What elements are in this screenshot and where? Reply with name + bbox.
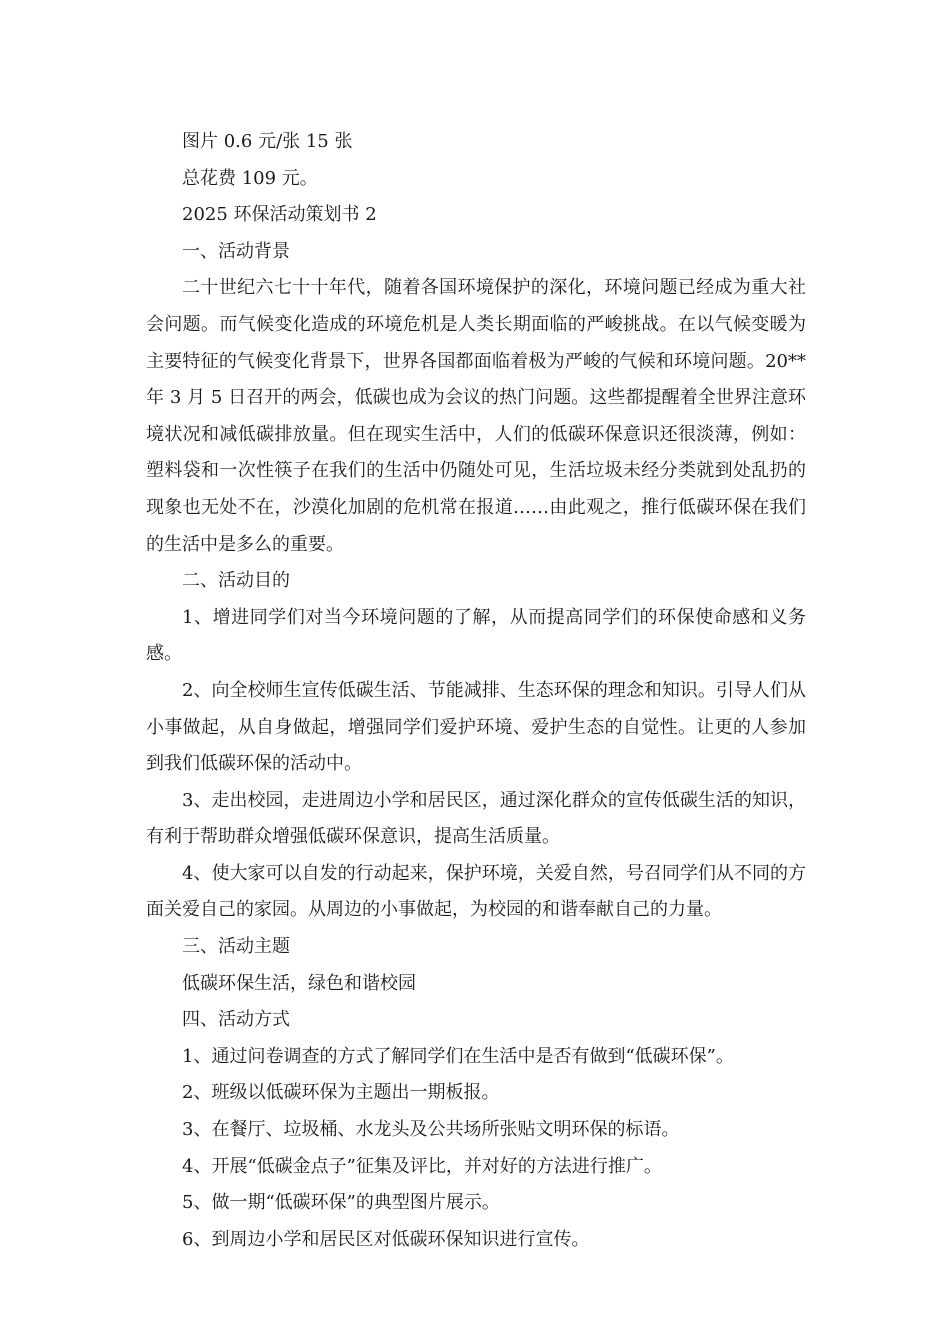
purpose-item-3: 3、走出校园，走进周边小学和居民区，通过深化群众的宣传低碳生活的知识，有利于帮助群众增强低碳环保意识，提高生活质量。	[146, 789, 806, 848]
price-line: 图片 0.6 元/张 15 张	[182, 131, 353, 152]
section-heading-theme: 三、活动主题	[182, 936, 290, 958]
method-item-4: 4、开展“低碳金点子”征集及评比，并对好的方法进行推广。	[182, 1155, 662, 1177]
document-page	[146, 124, 806, 1258]
background-paragraph: 二十世纪六七十十年代，随着各国环境保护的深化，环境问题已经成为重大社会问题。而气候变化造成的环境危机是人类长期面临的严峻挑战。在以气候变暖为主要特征的气候变化背景下，世界各国都面临着极为严峻的气候和环境问题。20**年 3 月 5 日召开的两会，低碳也成为会议的热门问题。这些都提醒着全世界注意环境状况和减低碳排放量。但在现实生活中，人们的低碳环保意识还很淡薄，例如：塑料袋和一次性筷子在我们的生活中仍随处可见，生活垃圾未经分类就到处乱扔的现象也无处不在，沙漠化加剧的危机常在报道……由此观之，推行低碳环保在我们的生活中是多么的重要。	[146, 277, 806, 555]
method-item-6: 6、到周边小学和居民区对低碳环保知识进行宣传。	[182, 1228, 590, 1250]
purpose-item-4: 4、使大家可以自发的行动起来，保护环境，关爱自然，号召同学们从不同的方面关爱自己的家园。从周边的小事做起，为校园的和谐奉献自己的力量。	[146, 862, 806, 921]
method-item-5: 5、做一期“低碳环保”的典型图片展示。	[182, 1192, 500, 1214]
method-item-3: 3、在餐厅、垃圾桶、水龙头及公共场所张贴文明环保的标语。	[182, 1119, 680, 1141]
total-cost-line: 总花费 109 元。	[182, 167, 318, 189]
method-item-1: 1、通过问卷调查的方式了解同学们在生活中是否有做到“低碳环保”。	[182, 1045, 734, 1067]
document-title: 2025 环保活动策划书 2	[182, 204, 377, 226]
section-heading-methods: 四、活动方式	[182, 1009, 290, 1031]
section-heading-background: 一、活动背景	[182, 240, 290, 262]
theme-text: 低碳环保生活，绿色和谐校园	[182, 972, 416, 994]
method-item-2: 2、班级以低碳环保为主题出一期板报。	[182, 1082, 500, 1104]
purpose-item-2: 2、向全校师生宣传低碳生活、节能减排、生态环保的理念和知识。引导人们从小事做起，从自身做起，增强同学们爱护环境、爱护生态的自觉性。让更的人参加到我们低碳环保的活动中。	[146, 679, 806, 775]
section-heading-purpose: 二、活动目的	[182, 570, 290, 592]
purpose-item-1: 1、增进同学们对当今环境问题的了解，从而提高同学们的环保使命感和义务感。	[146, 606, 806, 665]
